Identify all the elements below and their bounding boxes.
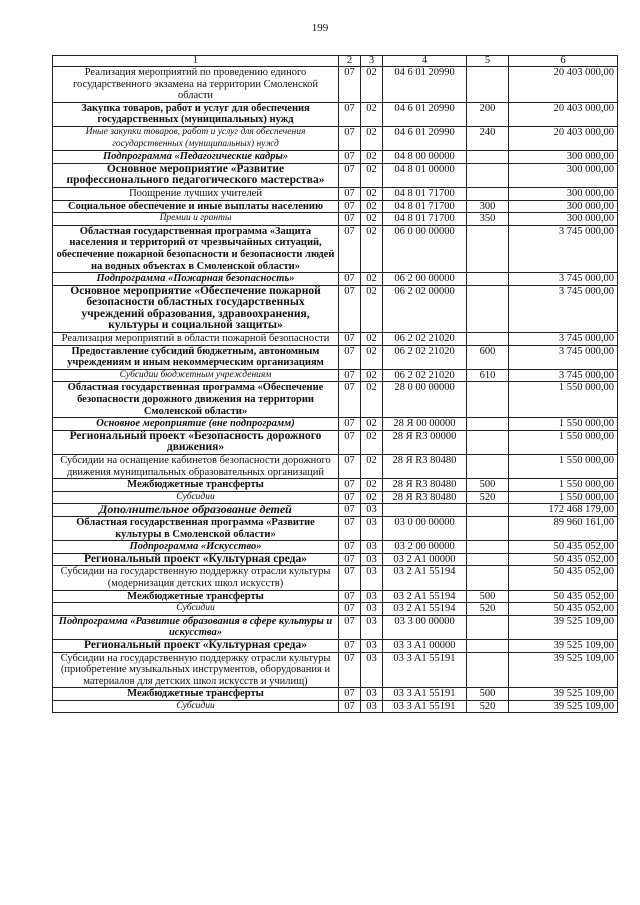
expense-type-cell: 520 (467, 700, 509, 713)
amount-cell: 1 550 000,00 (509, 479, 618, 492)
item-name-cell: Субсидии на государственную поддержку отрасли культуры (модернизация детских школ искусств) (53, 566, 339, 590)
item-name-cell: Реализация мероприятий по проведению единого государственного экзамена на территории Смоленской области (53, 67, 339, 103)
subsection-code-cell: 02 (361, 369, 383, 382)
expense-type-cell (467, 516, 509, 540)
amount-cell: 300 000,00 (509, 151, 618, 164)
amount-cell: 1 550 000,00 (509, 430, 618, 454)
item-name-cell: Межбюджетные трансферты (53, 479, 339, 492)
subsection-code-cell: 02 (361, 126, 383, 150)
table-row (53, 102, 618, 126)
subsection-code-cell: 02 (361, 491, 383, 504)
expense-type-cell: 200 (467, 102, 509, 126)
section-code-cell: 07 (339, 688, 361, 701)
section-code-cell: 07 (339, 200, 361, 213)
table-row (53, 187, 618, 200)
amount-cell: 3 745 000,00 (509, 285, 618, 332)
amount-cell: 1 550 000,00 (509, 418, 618, 431)
target-article-cell: 06 0 00 00000 (383, 225, 467, 272)
expense-type-cell: 500 (467, 688, 509, 701)
table-row (53, 504, 618, 517)
section-code-cell: 07 (339, 102, 361, 126)
amount-cell: 50 435 052,00 (509, 566, 618, 590)
target-article-cell: 03 3 A1 55191 (383, 688, 467, 701)
section-code-cell: 07 (339, 382, 361, 418)
target-article-cell: 06 2 02 21020 (383, 333, 467, 346)
subsection-code-cell: 03 (361, 516, 383, 540)
column-header: 6 (509, 56, 618, 67)
amount-cell: 300 000,00 (509, 213, 618, 226)
amount-cell: 39 525 109,00 (509, 688, 618, 701)
table-row (53, 200, 618, 213)
section-code-cell: 07 (339, 491, 361, 504)
item-name-cell: Основное мероприятие «Обеспечение пожарной безопасности областных государственных учреждений образования, здравоохранения, культуры и социальной защиты» (53, 285, 339, 332)
table-row (53, 566, 618, 590)
table-row (53, 615, 618, 639)
expense-type-cell (467, 151, 509, 164)
column-header: 4 (383, 56, 467, 67)
table-header-row (53, 56, 618, 67)
section-code-cell: 07 (339, 333, 361, 346)
expense-type-cell (467, 504, 509, 517)
table-row (53, 430, 618, 454)
subsection-code-cell: 02 (361, 382, 383, 418)
item-name-cell: Иные закупки товаров, работ и услуг для обеспечения государственных (муниципальных) нужд (53, 126, 339, 150)
target-article-cell: 03 2 00 00000 (383, 541, 467, 554)
subsection-code-cell: 02 (361, 187, 383, 200)
table-row (53, 479, 618, 492)
subsection-code-cell: 03 (361, 639, 383, 652)
amount-cell: 300 000,00 (509, 163, 618, 187)
section-code-cell: 07 (339, 213, 361, 226)
table-row (53, 333, 618, 346)
item-name-cell: Поощрение лучших учителей (53, 187, 339, 200)
subsection-code-cell: 03 (361, 652, 383, 688)
amount-cell: 50 435 052,00 (509, 603, 618, 616)
expense-type-cell (467, 553, 509, 566)
item-name-cell: Подпрограмма «Развитие образования в сфере культуры и искусства» (53, 615, 339, 639)
table-row (53, 590, 618, 603)
section-code-cell: 07 (339, 418, 361, 431)
budget-table (52, 55, 618, 713)
expense-type-cell: 520 (467, 491, 509, 504)
amount-cell: 50 435 052,00 (509, 541, 618, 554)
target-article-cell (383, 504, 467, 517)
item-name-cell: Субсидии (53, 603, 339, 616)
item-name-cell: Реализация мероприятий в области пожарной безопасности (53, 333, 339, 346)
table-row (53, 345, 618, 369)
target-article-cell: 06 2 02 21020 (383, 345, 467, 369)
amount-cell: 3 745 000,00 (509, 333, 618, 346)
amount-cell: 20 403 000,00 (509, 126, 618, 150)
amount-cell: 20 403 000,00 (509, 67, 618, 103)
subsection-code-cell: 03 (361, 590, 383, 603)
item-name-cell: Межбюджетные трансферты (53, 688, 339, 701)
item-name-cell: Подпрограмма «Искусство» (53, 541, 339, 554)
subsection-code-cell: 02 (361, 455, 383, 479)
section-code-cell: 07 (339, 430, 361, 454)
section-code-cell: 07 (339, 67, 361, 103)
item-name-cell: Областная государственная программа «Защита населения и территорий от чрезвычайных ситуаций, обеспечение пожарной безопасности и безопасности людей на водных объектах в Смоленской области» (53, 225, 339, 272)
target-article-cell: 04 8 00 00000 (383, 151, 467, 164)
page-number: 199 (311, 22, 329, 34)
item-name-cell: Региональный проект «Культурная среда» (53, 639, 339, 652)
subsection-code-cell: 02 (361, 102, 383, 126)
table-row (53, 285, 618, 332)
target-article-cell: 04 6 01 20990 (383, 126, 467, 150)
item-name-cell: Межбюджетные трансферты (53, 590, 339, 603)
amount-cell: 39 525 109,00 (509, 700, 618, 713)
amount-cell: 39 525 109,00 (509, 652, 618, 688)
subsection-code-cell: 02 (361, 200, 383, 213)
target-article-cell: 28 Я 00 00000 (383, 418, 467, 431)
expense-type-cell (467, 639, 509, 652)
subsection-code-cell: 03 (361, 553, 383, 566)
column-header: 2 (339, 56, 361, 67)
table-row (53, 455, 618, 479)
item-name-cell: Основное мероприятие (вне подпрограмм) (53, 418, 339, 431)
expense-type-cell (467, 285, 509, 332)
expense-type-cell (467, 541, 509, 554)
amount-cell: 3 745 000,00 (509, 345, 618, 369)
expense-type-cell: 300 (467, 200, 509, 213)
expense-type-cell (467, 225, 509, 272)
target-article-cell: 04 6 01 20990 (383, 67, 467, 103)
subsection-code-cell: 02 (361, 213, 383, 226)
expense-type-cell (467, 430, 509, 454)
section-code-cell: 07 (339, 273, 361, 286)
section-code-cell: 07 (339, 590, 361, 603)
target-article-cell: 28 Я R3 00000 (383, 430, 467, 454)
target-article-cell: 04 6 01 20990 (383, 102, 467, 126)
table-row (53, 652, 618, 688)
table-row (53, 67, 618, 103)
section-code-cell: 07 (339, 187, 361, 200)
column-header: 1 (53, 56, 339, 67)
item-name-cell: Субсидии (53, 491, 339, 504)
expense-type-cell (467, 273, 509, 286)
target-article-cell: 03 2 A1 55194 (383, 590, 467, 603)
target-article-cell: 03 3 A1 00000 (383, 639, 467, 652)
section-code-cell: 07 (339, 126, 361, 150)
section-code-cell: 07 (339, 700, 361, 713)
section-code-cell: 07 (339, 285, 361, 332)
section-code-cell: 07 (339, 504, 361, 517)
column-header: 5 (467, 56, 509, 67)
table-row (53, 541, 618, 554)
section-code-cell: 07 (339, 652, 361, 688)
item-name-cell: Субсидии на государственную поддержку отрасли культуры (приобретение музыкальных инструментов, оборудования и материалов для детских школ искусств и училищ) (53, 652, 339, 688)
item-name-cell: Региональный проект «Культурная среда» (53, 553, 339, 566)
section-code-cell: 07 (339, 225, 361, 272)
amount-cell: 3 745 000,00 (509, 273, 618, 286)
item-name-cell: Закупка товаров, работ и услуг для обеспечения государственных (муниципальных) нужд (53, 102, 339, 126)
table-row (53, 553, 618, 566)
table-row (53, 700, 618, 713)
section-code-cell: 07 (339, 163, 361, 187)
subsection-code-cell: 03 (361, 566, 383, 590)
subsection-code-cell: 02 (361, 163, 383, 187)
target-article-cell: 03 2 A1 55194 (383, 603, 467, 616)
expense-type-cell (467, 187, 509, 200)
table-row (53, 151, 618, 164)
target-article-cell: 28 Я R3 80480 (383, 491, 467, 504)
target-article-cell: 03 0 00 00000 (383, 516, 467, 540)
expense-type-cell: 500 (467, 479, 509, 492)
expense-type-cell: 600 (467, 345, 509, 369)
subsection-code-cell: 03 (361, 615, 383, 639)
amount-cell: 50 435 052,00 (509, 553, 618, 566)
expense-type-cell (467, 333, 509, 346)
expense-type-cell (467, 566, 509, 590)
section-code-cell: 07 (339, 553, 361, 566)
subsection-code-cell: 02 (361, 333, 383, 346)
subsection-code-cell: 03 (361, 700, 383, 713)
table-row (53, 603, 618, 616)
section-code-cell: 07 (339, 369, 361, 382)
subsection-code-cell: 02 (361, 273, 383, 286)
table-row (53, 418, 618, 431)
subsection-code-cell: 02 (361, 151, 383, 164)
target-article-cell: 03 3 A1 55191 (383, 700, 467, 713)
table-row (53, 126, 618, 150)
target-article-cell: 28 Я R3 80480 (383, 479, 467, 492)
expense-type-cell (467, 652, 509, 688)
table-row (53, 639, 618, 652)
section-code-cell: 07 (339, 455, 361, 479)
section-code-cell: 07 (339, 479, 361, 492)
section-code-cell: 07 (339, 345, 361, 369)
expense-type-cell: 500 (467, 590, 509, 603)
section-code-cell: 07 (339, 639, 361, 652)
table-row (53, 273, 618, 286)
section-code-cell: 07 (339, 516, 361, 540)
subsection-code-cell: 02 (361, 345, 383, 369)
item-name-cell: Субсидии на оснащение кабинетов безопасности дорожного движения муниципальных образовательных организаций (53, 455, 339, 479)
table-row (53, 516, 618, 540)
amount-cell: 50 435 052,00 (509, 590, 618, 603)
section-code-cell: 07 (339, 615, 361, 639)
target-article-cell: 03 2 A1 55194 (383, 566, 467, 590)
expense-type-cell: 610 (467, 369, 509, 382)
subsection-code-cell: 02 (361, 285, 383, 332)
amount-cell: 1 550 000,00 (509, 382, 618, 418)
amount-cell: 39 525 109,00 (509, 639, 618, 652)
target-article-cell: 06 2 02 21020 (383, 369, 467, 382)
subsection-code-cell: 03 (361, 504, 383, 517)
item-name-cell: Областная государственная программа «Развитие культуры в Смоленской области» (53, 516, 339, 540)
amount-cell: 39 525 109,00 (509, 615, 618, 639)
table-row (53, 369, 618, 382)
item-name-cell: Премии и гранты (53, 213, 339, 226)
subsection-code-cell: 02 (361, 418, 383, 431)
table-row (53, 382, 618, 418)
expense-type-cell (467, 163, 509, 187)
section-code-cell: 07 (339, 541, 361, 554)
table-row (53, 163, 618, 187)
expense-type-cell (467, 382, 509, 418)
subsection-code-cell: 03 (361, 688, 383, 701)
table-row (53, 688, 618, 701)
amount-cell: 1 550 000,00 (509, 455, 618, 479)
amount-cell: 3 745 000,00 (509, 369, 618, 382)
item-name-cell: Подпрограмма «Педагогические кадры» (53, 151, 339, 164)
expense-type-cell (467, 418, 509, 431)
section-code-cell: 07 (339, 603, 361, 616)
target-article-cell: 03 2 A1 00000 (383, 553, 467, 566)
item-name-cell: Основное мероприятие «Развитие профессионального педагогического мастерства» (53, 163, 339, 187)
expense-type-cell: 240 (467, 126, 509, 150)
amount-cell: 300 000,00 (509, 187, 618, 200)
item-name-cell: Субсидии бюджетным учреждениям (53, 369, 339, 382)
expense-type-cell (467, 455, 509, 479)
subsection-code-cell: 03 (361, 603, 383, 616)
item-name-cell: Субсидии (53, 700, 339, 713)
target-article-cell: 04 8 01 00000 (383, 163, 467, 187)
target-article-cell: 04 8 01 71700 (383, 187, 467, 200)
table-body (53, 67, 618, 713)
item-name-cell: Областная государственная программа «Обеспечение безопасности дорожного движения на территории Смоленской области» (53, 382, 339, 418)
column-header: 3 (361, 56, 383, 67)
target-article-cell: 04 8 01 71700 (383, 213, 467, 226)
table-row (53, 213, 618, 226)
item-name-cell: Дополнительное образование детей (53, 504, 339, 517)
subsection-code-cell: 02 (361, 479, 383, 492)
amount-cell: 300 000,00 (509, 200, 618, 213)
expense-type-cell: 520 (467, 603, 509, 616)
target-article-cell: 04 8 01 71700 (383, 200, 467, 213)
expense-type-cell (467, 615, 509, 639)
amount-cell: 89 960 161,00 (509, 516, 618, 540)
target-article-cell: 06 2 00 00000 (383, 273, 467, 286)
subsection-code-cell: 03 (361, 541, 383, 554)
item-name-cell: Социальное обеспечение и иные выплаты населению (53, 200, 339, 213)
amount-cell: 3 745 000,00 (509, 225, 618, 272)
expense-type-cell: 350 (467, 213, 509, 226)
amount-cell: 20 403 000,00 (509, 102, 618, 126)
amount-cell: 172 468 179,00 (509, 504, 618, 517)
target-article-cell: 06 2 02 00000 (383, 285, 467, 332)
subsection-code-cell: 02 (361, 430, 383, 454)
item-name-cell: Подпрограмма «Пожарная безопасность» (53, 273, 339, 286)
subsection-code-cell: 02 (361, 67, 383, 103)
section-code-cell: 07 (339, 566, 361, 590)
item-name-cell: Региональный проект «Безопасность дорожного движения» (53, 430, 339, 454)
table-row (53, 225, 618, 272)
target-article-cell: 03 3 00 00000 (383, 615, 467, 639)
expense-type-cell (467, 67, 509, 103)
section-code-cell: 07 (339, 151, 361, 164)
amount-cell: 1 550 000,00 (509, 491, 618, 504)
subsection-code-cell: 02 (361, 225, 383, 272)
item-name-cell: Предоставление субсидий бюджетным, автономным учреждениям и иным некоммерческим организациям (53, 345, 339, 369)
target-article-cell: 28 0 00 00000 (383, 382, 467, 418)
target-article-cell: 03 3 A1 55191 (383, 652, 467, 688)
target-article-cell: 28 Я R3 80480 (383, 455, 467, 479)
